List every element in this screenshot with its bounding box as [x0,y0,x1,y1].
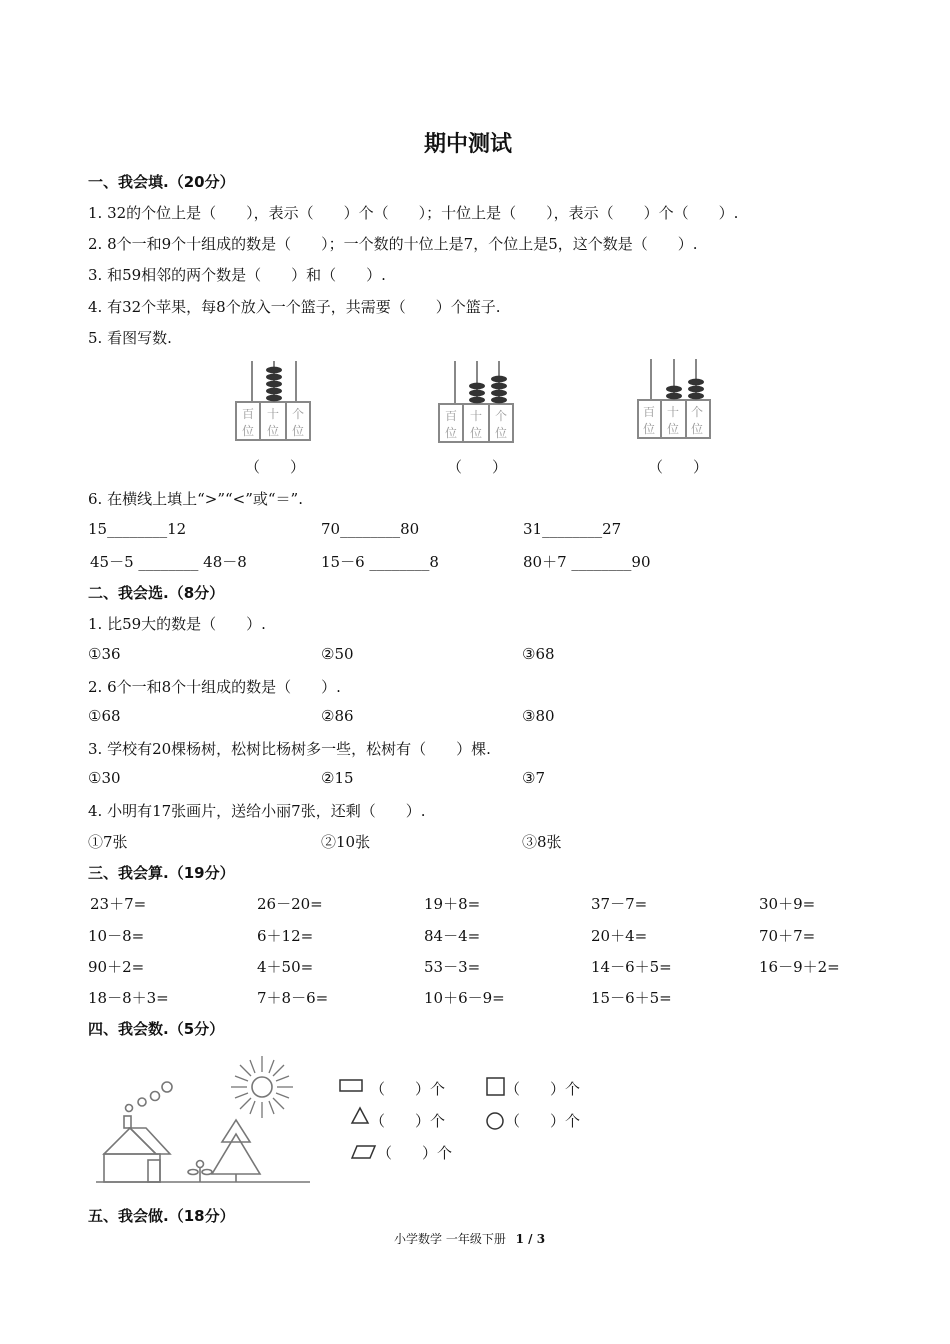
calc-item: 7＋8－6= [257,989,329,1007]
calc-item: 26－20= [257,895,323,913]
count-rectangle: （ ）个 [370,1080,446,1098]
page-number: 1 / 3 [515,1232,546,1246]
page-title: 期中测试 [424,132,513,157]
svg-text:个: 个 [494,409,508,423]
svg-text:位: 位 [266,424,280,438]
choice-question-1: 1. 比59大的数是（ ）. [88,615,266,633]
svg-text:十: 十 [469,409,483,423]
choice-option: ②50 [321,645,354,663]
choice-option: ②86 [321,707,354,725]
calc-item: 23＋7= [90,895,147,913]
svg-text:个: 个 [690,405,704,419]
abacus-figure-2 [436,358,516,448]
compare-item: 31________27 [523,520,622,538]
choice-option: ②10张 [321,833,371,851]
calc-item: 84－4= [424,927,481,945]
abacus-figure-3 [635,356,715,446]
section-2-heading: 二、我会选.（8分） [88,584,225,602]
question-1-1: 1. 32的个位上是（ ），表示（ ）个（ ）；十位上是（ ），表示（ ）个（ ）. [88,204,739,222]
count-circle: （ ）个 [505,1112,581,1130]
calc-item: 18－8＋3= [88,989,169,1007]
svg-text:百: 百 [241,407,255,421]
section-5-heading: 五、我会做.（18分） [88,1207,235,1225]
triangle-icon [350,1106,370,1126]
calc-item: 10－8= [88,927,145,945]
calc-item: 15－6＋5= [591,989,672,1007]
choice-question-4: 4. 小明有17张画片，送给小丽7张，还剩（ ）. [88,802,426,820]
calc-item: 6＋12= [257,927,314,945]
choice-option: ③7 [522,769,545,787]
choice-option: ③80 [522,707,555,725]
choice-option: ①68 [88,707,121,725]
calc-item: 70＋7= [759,927,816,945]
calc-item: 16－9＋2= [759,958,840,976]
parallelogram-icon [351,1144,377,1160]
abacus-answer-2: （ ） [447,458,508,476]
svg-text:十: 十 [666,405,680,419]
compare-item: 70________80 [321,520,420,538]
count-triangle: （ ）个 [370,1112,446,1130]
svg-text:个: 个 [291,407,305,421]
calc-item: 19＋8= [424,895,481,913]
compare-item: 80＋7 ________90 [523,553,651,571]
question-1-2: 2. 8个一和9个十组成的数是（ ）；一个数的十位上是7，个位上是5，这个数是（ ）. [88,235,698,253]
section-4-heading: 四、我会数.（5分） [88,1020,225,1038]
svg-text:位: 位 [494,426,508,440]
choice-option: ①7张 [88,833,128,851]
section-1-heading: 一、我会填.（20分） [88,173,235,191]
calc-item: 20＋4= [591,927,648,945]
calc-item: 90＋2= [88,958,145,976]
compare-item: 15－6 ________8 [321,553,439,571]
question-1-5: 5. 看图写数. [88,329,172,347]
svg-text:位: 位 [469,426,483,440]
compare-item: 15________12 [88,520,187,538]
count-parallelogram: （ ）个 [377,1144,453,1162]
choice-option: ③68 [522,645,555,663]
svg-text:十: 十 [266,407,280,421]
question-1-4: 4. 有32个苹果，每8个放入一个篮子，共需要（ ）个篮子. [88,298,501,316]
choice-option: ①30 [88,769,121,787]
svg-text:位: 位 [241,424,255,438]
calc-item: 37－7= [591,895,648,913]
abacus-answer-1: （ ） [245,458,306,476]
footer-course: 小学数学 一年级下册 [394,1232,506,1246]
rectangle-icon [339,1079,365,1093]
choice-option: ①36 [88,645,121,663]
svg-text:位: 位 [444,426,458,440]
svg-text:位: 位 [690,422,704,436]
page-footer [394,1230,545,1247]
svg-text:百: 百 [444,409,458,423]
calc-item: 14－6＋5= [591,958,672,976]
choice-option: ③8张 [522,833,562,851]
square-icon [486,1077,506,1097]
calc-item: 4＋50= [257,958,314,976]
choice-question-3: 3. 学校有20棵杨树，松树比杨树多一些，松树有（ ）棵. [88,740,491,758]
compare-item: 45－5 ________ 48－8 [90,553,247,571]
calc-item: 10＋6－9= [424,989,505,1007]
circle-icon [485,1111,505,1131]
svg-text:位: 位 [642,422,656,436]
shape-scene-figure [90,1050,315,1190]
section-3-heading: 三、我会算.（19分） [88,864,235,882]
question-1-6: 6. 在横线上填上“>”“<”或“＝”. [88,490,303,508]
calc-item: 30＋9= [759,895,816,913]
calc-item: 53－3= [424,958,481,976]
abacus-figure-1 [233,358,313,448]
svg-text:位: 位 [291,424,305,438]
choice-option: ②15 [321,769,354,787]
svg-text:百: 百 [642,405,656,419]
abacus-answer-3: （ ） [648,458,709,476]
svg-text:位: 位 [666,422,680,436]
count-square: （ ）个 [505,1080,581,1098]
choice-question-2: 2. 6个一和8个十组成的数是（ ）. [88,678,341,696]
question-1-3: 3. 和59相邻的两个数是（ ）和（ ）. [88,266,386,284]
